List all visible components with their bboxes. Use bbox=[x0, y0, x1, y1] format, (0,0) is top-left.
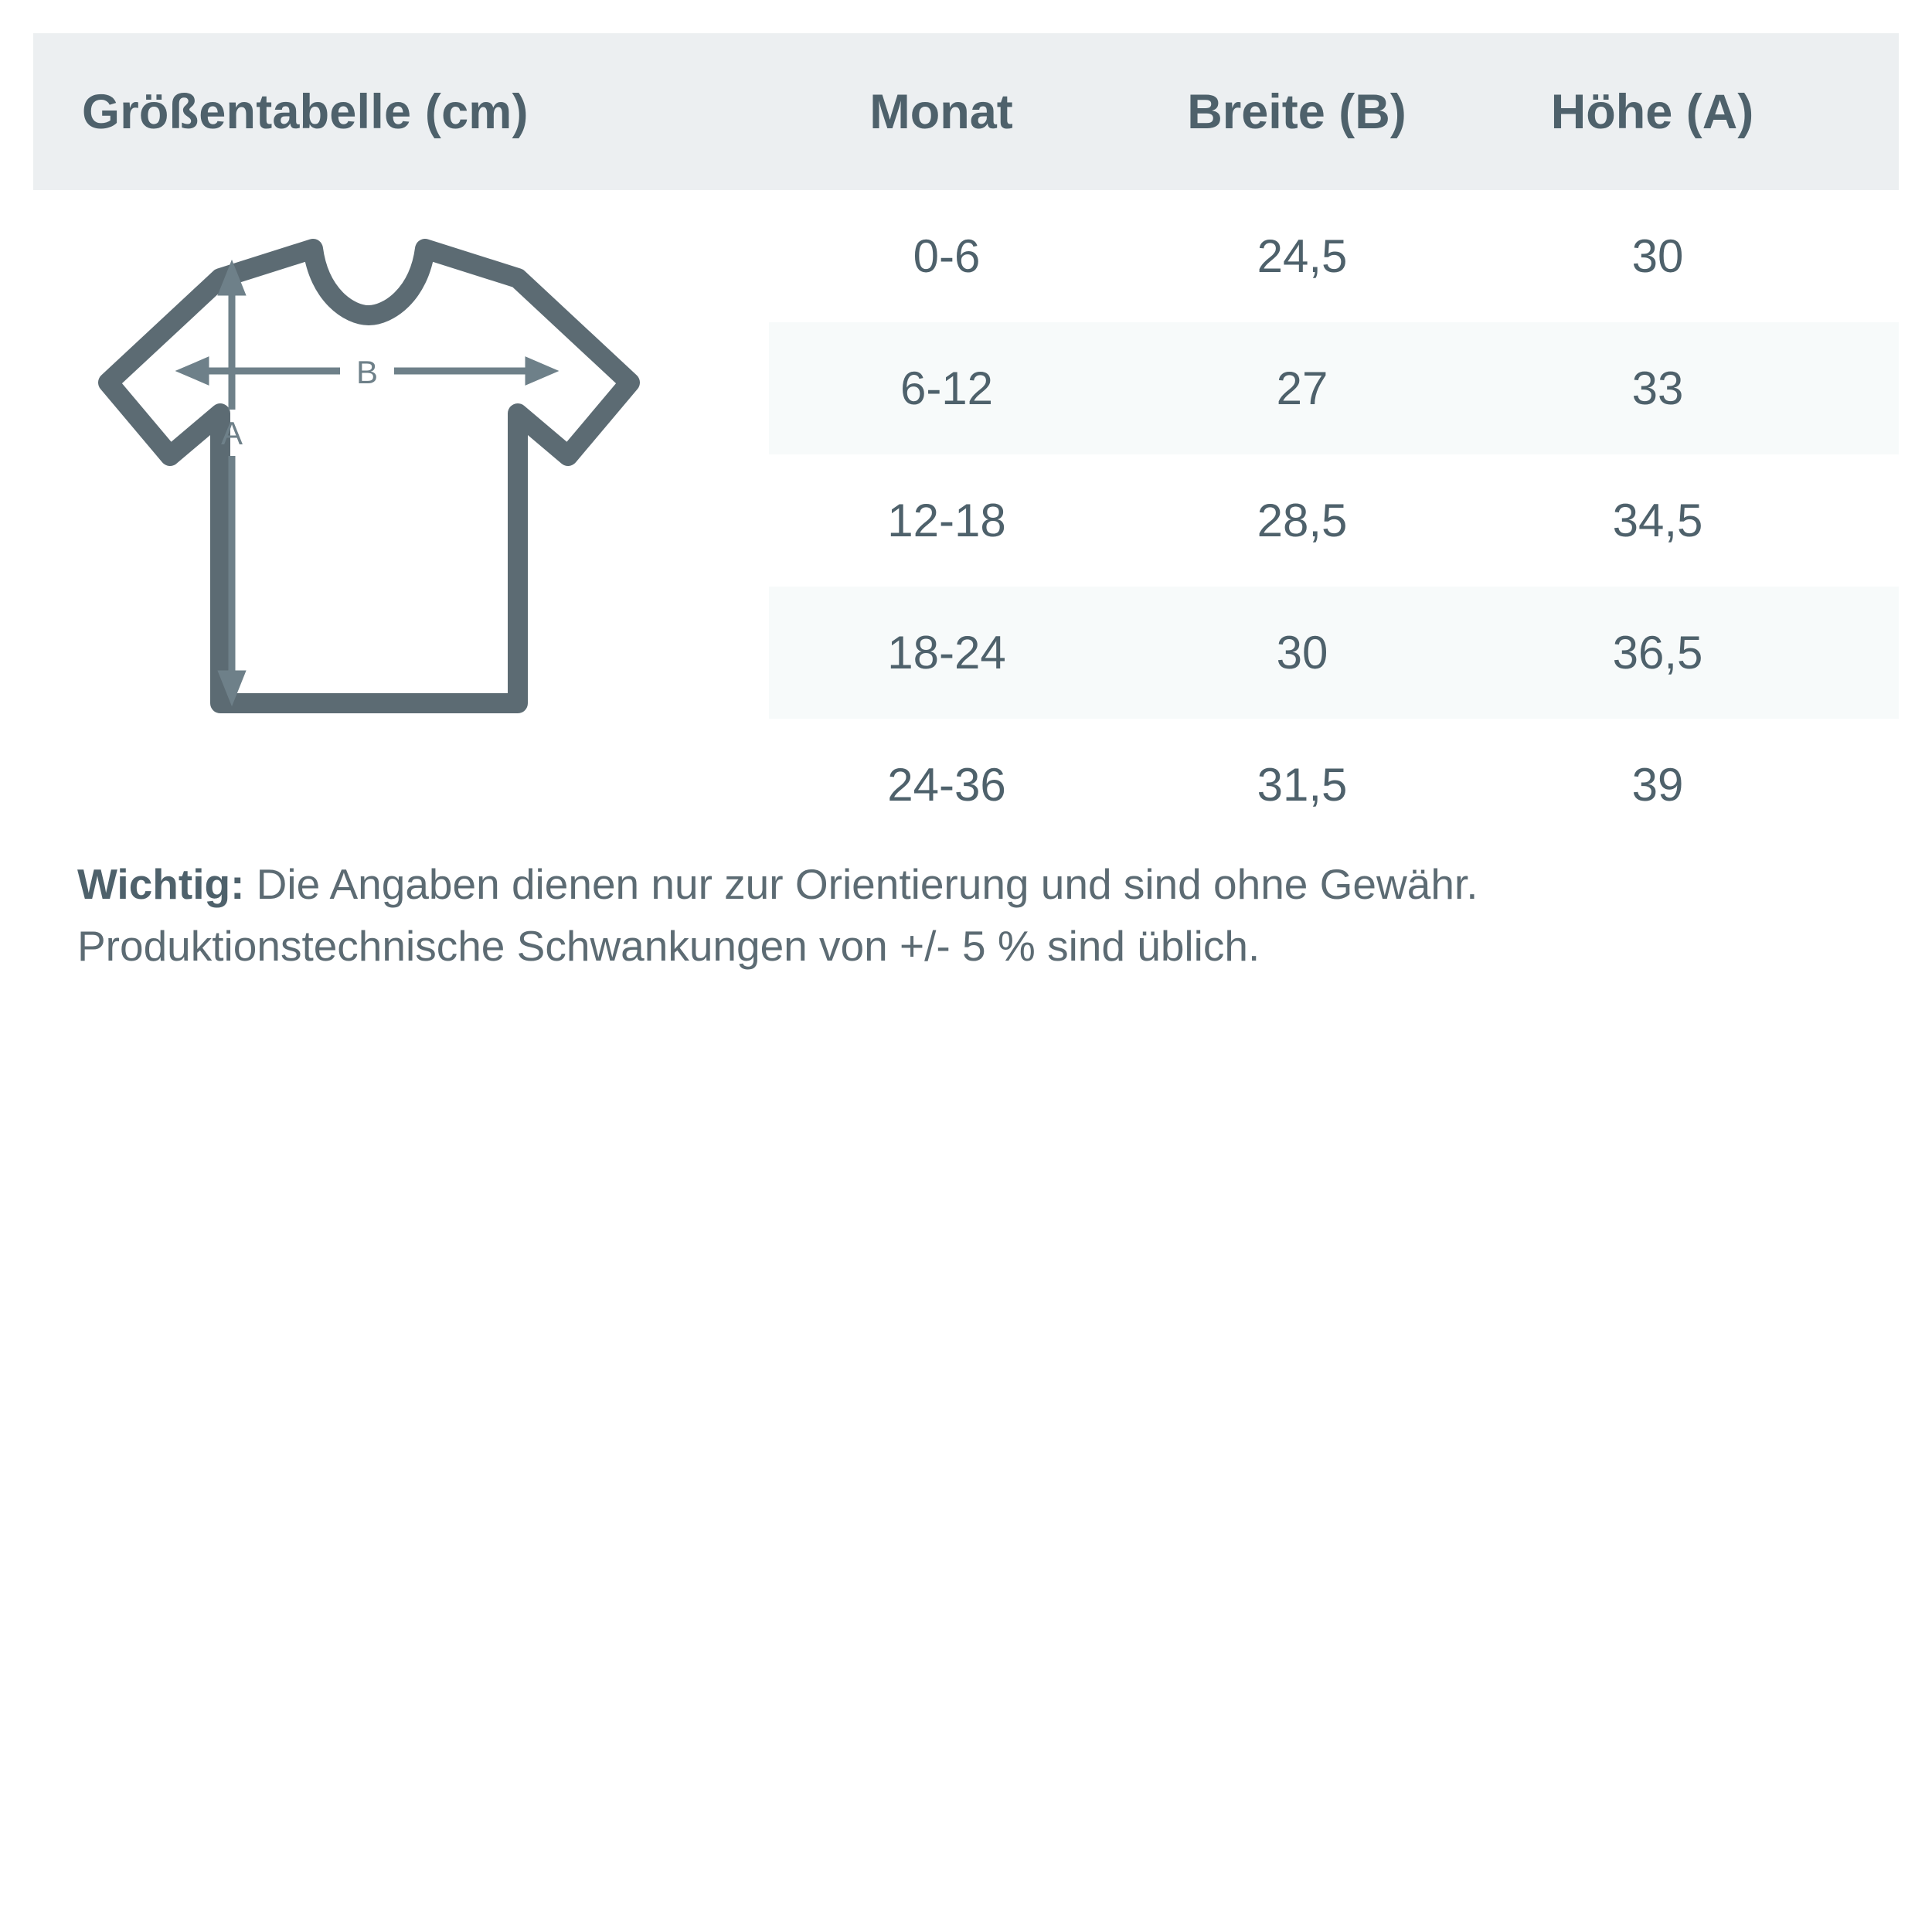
table-row bbox=[769, 587, 1899, 719]
cell-month: 0-6 bbox=[913, 230, 981, 282]
size-table-body bbox=[769, 190, 1899, 851]
table-row bbox=[769, 190, 1899, 322]
cell-width: 24,5 bbox=[1257, 230, 1348, 282]
table-row bbox=[769, 322, 1899, 454]
cell-width: 28,5 bbox=[1257, 495, 1348, 546]
cell-width: 31,5 bbox=[1257, 759, 1348, 811]
height-label: A bbox=[220, 415, 243, 451]
cell-month: 24-36 bbox=[887, 759, 1006, 811]
cell-month: 6-12 bbox=[900, 362, 994, 414]
cell-width: 30 bbox=[1276, 627, 1328, 679]
table-row bbox=[769, 454, 1899, 587]
cell-height: 30 bbox=[1631, 230, 1684, 282]
cell-height: 33 bbox=[1631, 362, 1684, 414]
cell-month: 18-24 bbox=[887, 627, 1006, 679]
cell-width: 27 bbox=[1276, 362, 1328, 414]
column-header-height: Höhe (A) bbox=[1550, 84, 1754, 139]
tshirt-measurement-diagram bbox=[85, 224, 726, 811]
cell-height: 39 bbox=[1631, 759, 1684, 811]
page-title: Größentabelle (cm) bbox=[82, 84, 529, 139]
column-header-width: Breite (B) bbox=[1187, 84, 1406, 139]
table-header-row bbox=[33, 33, 1899, 190]
cell-height: 34,5 bbox=[1612, 495, 1703, 546]
width-label: B bbox=[355, 354, 379, 390]
column-header-month: Monat bbox=[869, 84, 1013, 139]
disclaimer-lead: Wichtig: bbox=[77, 860, 245, 908]
cell-height: 36,5 bbox=[1612, 627, 1703, 679]
disclaimer-text: Die Angaben dienen nur zur Orientierung und sind ohne Gewähr. Produktionstechnische Schwankungen von +/- 5 % sind üblich. bbox=[77, 860, 1478, 970]
disclaimer-note bbox=[77, 854, 1870, 978]
cell-month: 12-18 bbox=[887, 495, 1006, 546]
table-row bbox=[769, 719, 1899, 851]
tshirt-icon bbox=[108, 249, 630, 703]
